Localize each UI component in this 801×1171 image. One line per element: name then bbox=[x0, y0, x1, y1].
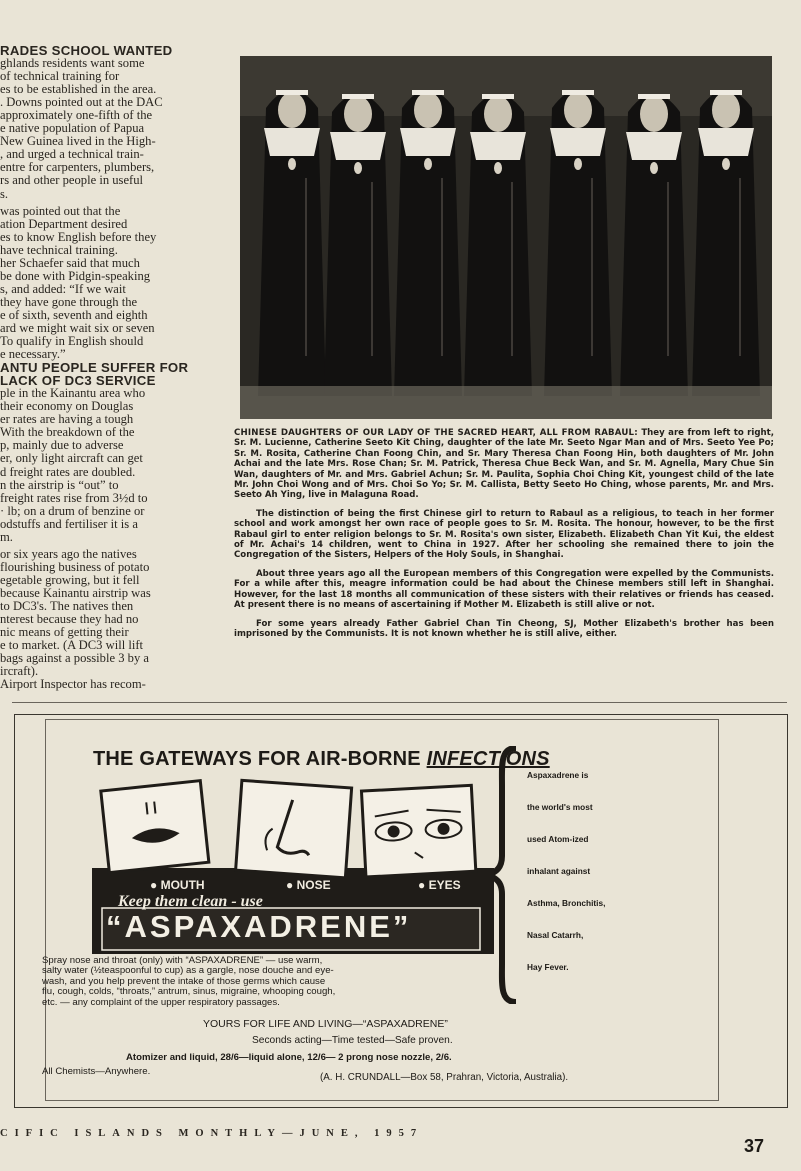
page-footer-masthead: CIFIC ISLANDS MONTHLY—JUNE, 1957 bbox=[0, 1128, 424, 1139]
article-line: rs and other people in useful bbox=[0, 174, 144, 188]
article-line: entre for carpenters, plumbers, bbox=[0, 161, 155, 175]
ad-sidebar-claims bbox=[527, 770, 643, 994]
nun-figure bbox=[692, 90, 760, 396]
photo-caption bbox=[234, 428, 774, 647]
ad-headline-text: THE GATEWAYS FOR AIR-BORNE bbox=[93, 748, 421, 770]
article-line: egetable growing, but it fell bbox=[0, 573, 140, 587]
article-line: ard we might wait six or seven bbox=[0, 321, 155, 335]
article-line: To qualify in English should bbox=[0, 335, 144, 349]
article-line: ation Department desired bbox=[0, 217, 128, 231]
nun-figure bbox=[464, 94, 532, 396]
article-line: have technical training. bbox=[0, 243, 118, 257]
article-line: p, mainly due to adverse bbox=[0, 439, 124, 453]
article-line: be done with Pidgin-speaking bbox=[0, 269, 151, 283]
article-line: e to market. (A DC3 will lift bbox=[0, 639, 144, 653]
article-line: ircraft). bbox=[0, 665, 39, 679]
ad-headline-infections: INFECTIONS bbox=[426, 748, 550, 770]
article-heading-trades-school: RADES SCHOOL WANTED bbox=[0, 43, 173, 58]
ad-brand-name: “ASPAXADRENE” bbox=[106, 909, 412, 944]
nose-icon bbox=[236, 780, 352, 877]
article-line: es to know English before they bbox=[0, 230, 157, 244]
ad-prices: Atomizer and liquid, 28/6—liquid alone, 12/6— 2 prong nose nozzle, 2/6. bbox=[126, 1052, 452, 1063]
article-line: e necessary.” bbox=[0, 348, 66, 362]
article-subheading-dc3: LACK OF DC3 SERVICE bbox=[0, 373, 156, 389]
mouth-icon bbox=[101, 781, 209, 873]
article-line: . Downs pointed out at the DAC bbox=[0, 96, 163, 110]
article-line: was pointed out that the bbox=[0, 204, 121, 218]
article-line: · lb; on a drum of benzine or bbox=[0, 504, 145, 518]
sidebar-line: inhalant against bbox=[527, 866, 591, 876]
nuns-photo-illustration bbox=[240, 56, 772, 419]
article-line: their economy on Douglas bbox=[0, 400, 134, 414]
instruction-line: Spray nose and throat (only) with “ASPAXADRENE” — use warm, bbox=[42, 955, 323, 966]
article-line: n the airstrip is “out” to bbox=[0, 478, 119, 492]
article-line: freight rates rise from 3½d to bbox=[0, 491, 148, 505]
article-line: es to be established in the area. bbox=[0, 83, 157, 97]
article-line: er rates are having a tough bbox=[0, 413, 134, 427]
page-number: 37 bbox=[744, 1136, 765, 1156]
instruction-line: salty water (½teaspoonful to cup) as a gargle, nose douche and eye- bbox=[42, 965, 334, 977]
article-line: d freight rates are doubled. bbox=[0, 465, 136, 479]
nun-figure bbox=[544, 90, 612, 396]
nun-figure bbox=[324, 94, 392, 396]
article-line: or six years ago the natives bbox=[0, 547, 137, 561]
ad-headline bbox=[93, 748, 550, 771]
caption-paragraph-3: For some years already Father Gabriel Chan Tin Cheong, SJ, Mother Elizabeth's brother has been imprisoned by the Communists. It is not known whether he is still alive, either. bbox=[234, 618, 774, 639]
ad-claims: Seconds acting—Time tested—Safe proven. bbox=[252, 1035, 453, 1046]
divider-rule bbox=[12, 702, 787, 703]
ad-address: (A. H. CRUNDALL—Box 58, Prahran, Victoria, Australia). bbox=[320, 1072, 569, 1083]
nun-figure bbox=[258, 90, 326, 396]
article-line: s, and added: “If we wait bbox=[0, 282, 126, 296]
article-line: they have gone through the bbox=[0, 295, 138, 309]
sidebar-line: used Atom-ized bbox=[527, 834, 589, 844]
caption-names: They are from left to right, Sr. M. Lucienne, Catherine Seeto Kit Ching, daughter of the late Mr. Seeto Ngar Man and of Mrs. Seeto Yee Po; Sr. M. Rosita, Catherine Chan Foong Chin, and Sr. Mary Theresa Chan Foong Hin, both daughters of Mr. John Achai and the late Mrs. Rose Chan; Sr. M. Patrick, Theresa Chue Beck Wan, and Sr. M. Agnella, Mary Chue Sin Wan, daughters of Mr. and Mrs. Gabriel Achun; Sr. M. Paulita, Sophia Choi Ching Kit, youngest child of the late Mr. John Choi Wong and of Mrs. Choi So Yo; Sr. M. Callista, Betty Seeto Ho Ching, whose parents, Mr. and Mrs. Seeto Ah Ying, live in Malaguna Road. bbox=[234, 428, 775, 501]
article-line: ghlands residents want some bbox=[0, 57, 145, 71]
ad-slogan: Keep them clean - use bbox=[118, 893, 263, 910]
caption-paragraph-1: The distinction of being the first Chinese girl to return to Rabaul as a religious, to teach in her former school and work amongst her own race of people goes to Sr. M. Rosita. The honour, however, to be the first Rabaul girl to enter religion belongs to Sr. M. Rosita's own sister, Elizabeth. Elizabeth Chan Yit Kui, the eldest of Mr. Achai's 14 children, went to China in 1927. After her schooling she remained there to join the Congregation of the Sisters, Helpers of the Holy Souls, in Shanghai. bbox=[234, 508, 774, 561]
feature-eyes: ● EYES bbox=[418, 878, 461, 892]
article-line: nterest because they had no bbox=[0, 613, 139, 627]
article-line: Airport Inspector has recom- bbox=[0, 678, 146, 692]
article-line: New Guinea lived in the High- bbox=[0, 135, 156, 149]
article-line: to DC3's. The natives then bbox=[0, 599, 134, 613]
eyes-icon bbox=[361, 785, 475, 877]
ad-instructions bbox=[42, 956, 472, 1008]
article-paragraph-5 bbox=[0, 678, 222, 691]
sidebar-line: Asthma, Bronchitis, bbox=[527, 898, 606, 908]
caption-paragraph-2: About three years ago all the European members of this Congregation were expelled by the Communists. For a while after this, meagre information could be had about the Chinese members still left in Shanghai. However, for the last 18 months all communication of these sisters with their relatives or friends has ceased. At present there is no means of ascertaining if Mother M. Elizabeth is still alive or not. bbox=[234, 568, 774, 611]
article-heading-kainantu: ANTU PEOPLE SUFFER FOR bbox=[0, 360, 189, 376]
instruction-line: flu, cough, colds, “throats,” antrum, sinus, migraine, whooping cough, bbox=[42, 986, 336, 998]
nun-figure bbox=[620, 94, 688, 396]
ad-availability: All Chemists—Anywhere. bbox=[42, 1066, 151, 1077]
sidebar-line: Hay Fever. bbox=[527, 962, 569, 972]
article-paragraph-2 bbox=[0, 205, 222, 362]
article-line: odstuffs and fertiliser it is a bbox=[0, 517, 138, 531]
article-line: With the breakdown of the bbox=[0, 426, 135, 440]
article-line: flourishing business of potato bbox=[0, 560, 150, 574]
article-line: approximately one-fifth of the bbox=[0, 109, 153, 123]
caption-headline: CHINESE DAUGHTERS OF OUR LADY OF THE SACRED HEART, ALL FROM RABAUL: bbox=[234, 428, 638, 438]
nun-figure bbox=[394, 90, 462, 396]
article-line: nic means of getting their bbox=[0, 626, 129, 640]
sidebar-line: the world's most bbox=[527, 802, 593, 812]
article-line: bags against a possible 3 by a bbox=[0, 652, 149, 666]
article-line: ple in the Kainantu area who bbox=[0, 387, 146, 401]
sidebar-line: Aspaxadrene is bbox=[527, 770, 589, 780]
article-line: of technical training for bbox=[0, 70, 120, 84]
article-column bbox=[0, 44, 222, 691]
article-line: her Schaefer said that much bbox=[0, 256, 140, 270]
article-line: because Kainantu airstrip was bbox=[0, 586, 151, 600]
ad-tagline: YOURS FOR LIFE AND LIVING—“ASPAXADRENE” bbox=[203, 1018, 448, 1030]
article-line: s. bbox=[0, 187, 9, 201]
article-paragraph-1 bbox=[0, 57, 222, 201]
article-line: er, only light aircraft can get bbox=[0, 452, 143, 466]
article-line: e of sixth, seventh and eighth bbox=[0, 308, 148, 322]
feature-nose: ● NOSE bbox=[286, 878, 331, 892]
instruction-line: wash, and you help prevent the intake of those germs which cause bbox=[42, 975, 326, 987]
article-line: , and urged a technical train- bbox=[0, 148, 144, 162]
sidebar-line: Nasal Catarrh, bbox=[527, 930, 584, 940]
article-paragraph-3 bbox=[0, 387, 222, 544]
nuns-photo bbox=[240, 56, 772, 419]
article-line: m. bbox=[0, 530, 13, 544]
article-line: e native population of Papua bbox=[0, 122, 145, 136]
instruction-line: etc. — any complaint of the upper respiratory passages. bbox=[42, 996, 280, 1008]
caption-paragraph-names bbox=[234, 428, 774, 501]
article-paragraph-4 bbox=[0, 548, 222, 678]
feature-mouth: ● MOUTH bbox=[150, 878, 205, 892]
